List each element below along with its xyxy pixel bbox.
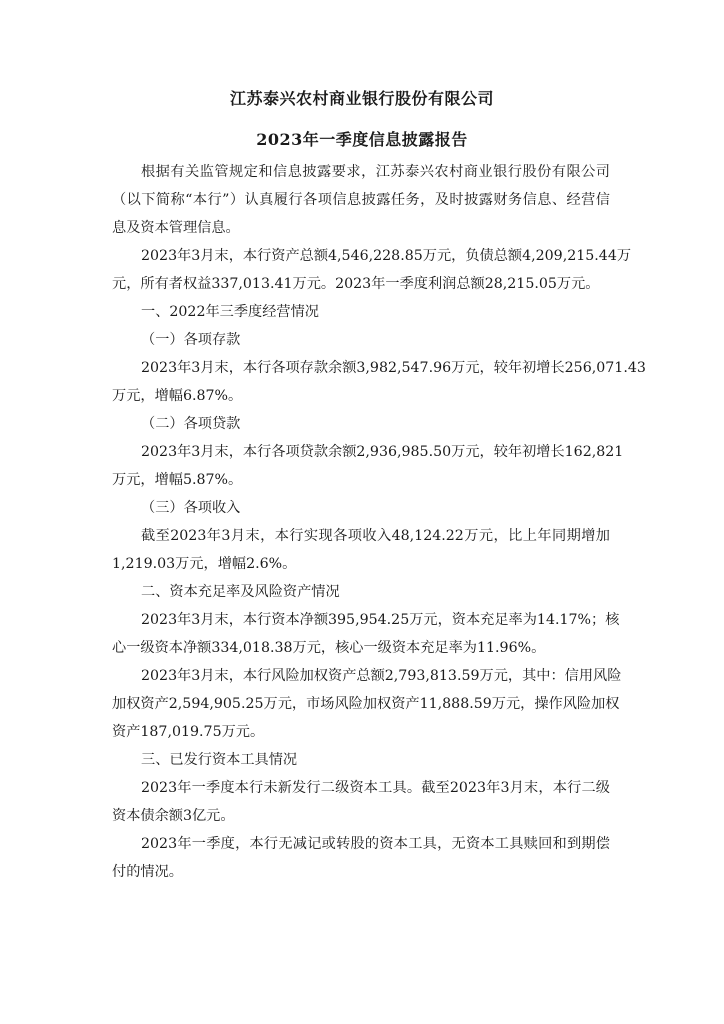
- paragraph-line: 万元，增幅5.87%。: [112, 472, 243, 488]
- paragraph-line: （以下简称“本行”）认真履行各项信息披露任务，及时披露财务信息、经营信: [112, 192, 610, 208]
- paragraph-line: 付的情况。: [112, 864, 183, 880]
- paragraph-line: 加权资产2,594,905.25万元，市场风险加权资产11,888.59万元，操作风险加权: [112, 696, 620, 712]
- paragraph-line: 元，所有者权益337,013.41万元。2023年一季度利润总额28,215.05万元。: [112, 276, 600, 292]
- paragraph-line: 息及资本管理信息。: [112, 220, 240, 236]
- company-title: 江苏泰兴农村商业银行股份有限公司: [229, 89, 494, 108]
- paragraph-line: 2023年3月末，本行资本净额395,954.25万元，资本充足率为14.17%；核: [141, 612, 620, 628]
- paragraph-line: 资产187,019.75万元。: [112, 724, 265, 740]
- paragraph-line: 资本债余额3亿元。: [112, 808, 235, 824]
- report-title: 2023年一季度信息披露报告: [256, 130, 468, 149]
- paragraph-line: 2023年3月末，本行风险加权资产总额2,793,813.59万元，其中：信用风险: [141, 668, 622, 684]
- paragraph-line: 1,219.03万元，增幅2.6%。: [112, 556, 297, 572]
- paragraph-line: 心一级资本净额334,018.38万元，核心一级资本充足率为11.96%。: [112, 640, 546, 656]
- paragraph-line: 根据有关监管规定和信息披露要求，江苏泰兴农村商业银行股份有限公司: [141, 164, 610, 180]
- subsection-heading: （一）各项存款: [141, 332, 241, 348]
- paragraph-line: 2023年3月末，本行各项存款余额3,982,547.96万元，较年初增长256,071.43: [141, 360, 646, 376]
- paragraph-line: 2023年3月末，本行各项贷款余额2,936,985.50万元，较年初增长162,821: [141, 444, 624, 460]
- paragraph-line: 2023年一季度，本行无减记或转股的资本工具，无资本工具赎回和到期偿: [141, 836, 610, 852]
- subsection-heading: （三）各项收入: [141, 500, 241, 516]
- section-heading: 二、资本充足率及风险资产情况: [141, 584, 340, 600]
- paragraph-line: 2023年3月末，本行资产总额4,546,228.85万元，负债总额4,209,215.44万: [141, 248, 632, 264]
- subsection-heading: （二）各项贷款: [141, 416, 241, 432]
- paragraph-line: 2023年一季度本行未新发行二级资本工具。截至2023年3月末，本行二级: [141, 780, 610, 796]
- paragraph-line: 万元，增幅6.87%。: [112, 388, 243, 404]
- section-heading: 一、2022年三季度经营情况: [141, 304, 319, 320]
- section-heading: 三、已发行资本工具情况: [141, 752, 298, 768]
- paragraph-line: 截至2023年3月末，本行实现各项收入48,124.22万元，比上年同期增加: [141, 528, 610, 544]
